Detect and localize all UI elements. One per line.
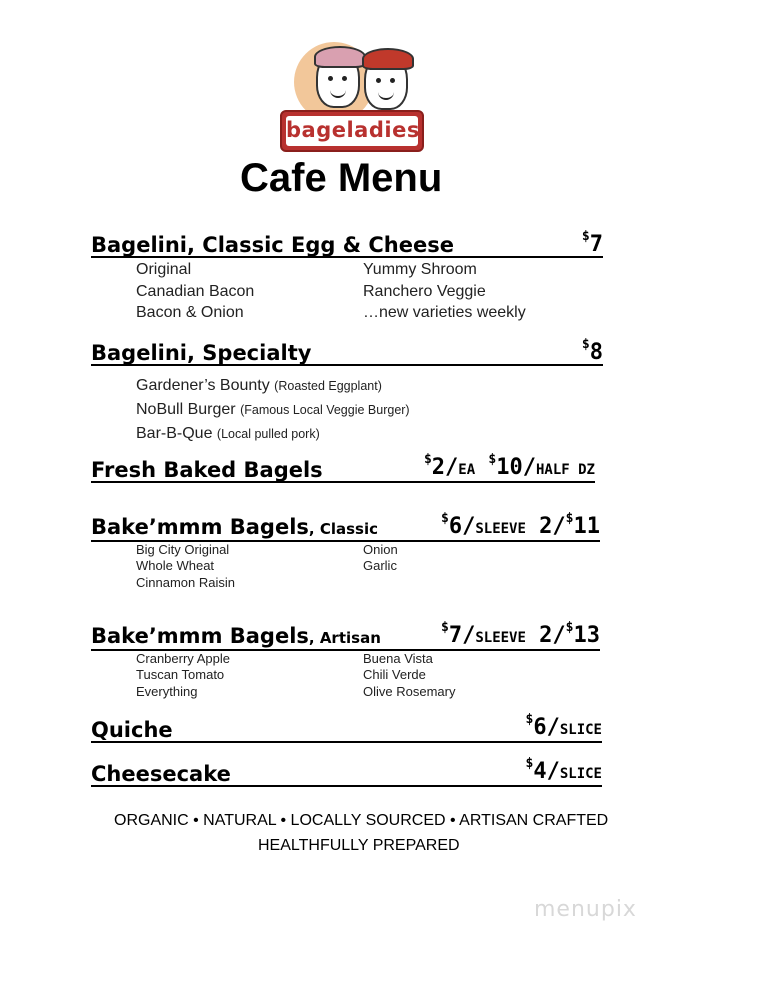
list-item: Everything [136,683,198,699]
item-list-left [136,542,235,591]
section-fresh-baked-bagels [91,452,595,483]
list-item: Buena Vista [363,651,433,666]
item-list-right [363,542,398,575]
item-list [136,374,410,446]
list-item: Chili Verde [363,667,426,683]
section-bagelini-classic [91,230,603,258]
list-item: Gardener’s Bounty (Roasted Eggplant) [136,377,382,394]
list-item: Cinnamon Raisin [136,574,235,590]
watermark: menupix [534,897,637,922]
list-item: NoBull Burger (Famous Local Veggie Burger) [136,401,410,418]
section-bakemmm-classic [91,511,600,542]
list-item: Ranchero Veggie [363,282,486,300]
chef-face-left-icon [316,52,360,108]
section-price: $6/SLEEVE 2/$11 [441,511,600,539]
section-name: Quiche [91,718,173,742]
section-quiche [91,712,602,743]
logo-text: bageladies [286,118,420,142]
logo-banner [280,110,424,152]
section-price: $2/EA $10/HALF DZ [423,452,595,480]
chef-face-right-icon [364,54,408,110]
item-list-right [363,651,455,700]
item-list-left [136,651,230,700]
list-item: Tuscan Tomato [136,667,225,683]
list-item: Onion [363,542,398,557]
section-price: $4/SLICE [525,756,602,784]
list-item: Bacon & Onion [136,304,244,321]
item-list-left [136,259,254,324]
footer-tagline: ORGANIC • NATURAL • LOCALLY SOURCED • ARTISAN CRAFTED [114,812,609,829]
section-price: $7 [581,229,603,257]
section-name: Bake’mmm Bagels, Artisan [91,624,381,648]
section-price: $7/SLEEVE 2/$13 [441,620,600,648]
list-item: Big City Original [136,542,230,557]
footer-tagline-2: HEALTHFULLY PREPARED [258,837,460,854]
section-cheesecake [91,756,602,787]
section-name: Bagelini, Specialty [91,341,312,365]
bageladies-logo [280,42,420,150]
item-list-right [363,259,526,324]
list-item: Bar-B-Que (Local pulled pork) [136,425,320,442]
section-name: Bagelini, Classic Egg & Cheese [91,233,454,257]
list-item: Cranberry Apple [136,651,230,666]
section-name: Cheesecake [91,762,231,786]
list-item: Whole Wheat [136,558,215,574]
list-item: Original [136,261,192,278]
section-bagelini-specialty [91,338,603,366]
list-item: …new varieties weekly [363,304,526,321]
list-item: Yummy Shroom [363,261,477,278]
list-item: Garlic [363,558,397,574]
section-name: Fresh Baked Bagels [91,458,323,482]
page-title: Cafe Menu [240,156,443,200]
section-price: $8 [581,337,603,365]
section-price: $6/SLICE [525,712,602,740]
list-item: Olive Rosemary [363,683,456,699]
section-bakemmm-artisan [91,620,600,651]
section-name: Bake’mmm Bagels, Classic [91,515,378,539]
list-item: Canadian Bacon [136,282,255,300]
